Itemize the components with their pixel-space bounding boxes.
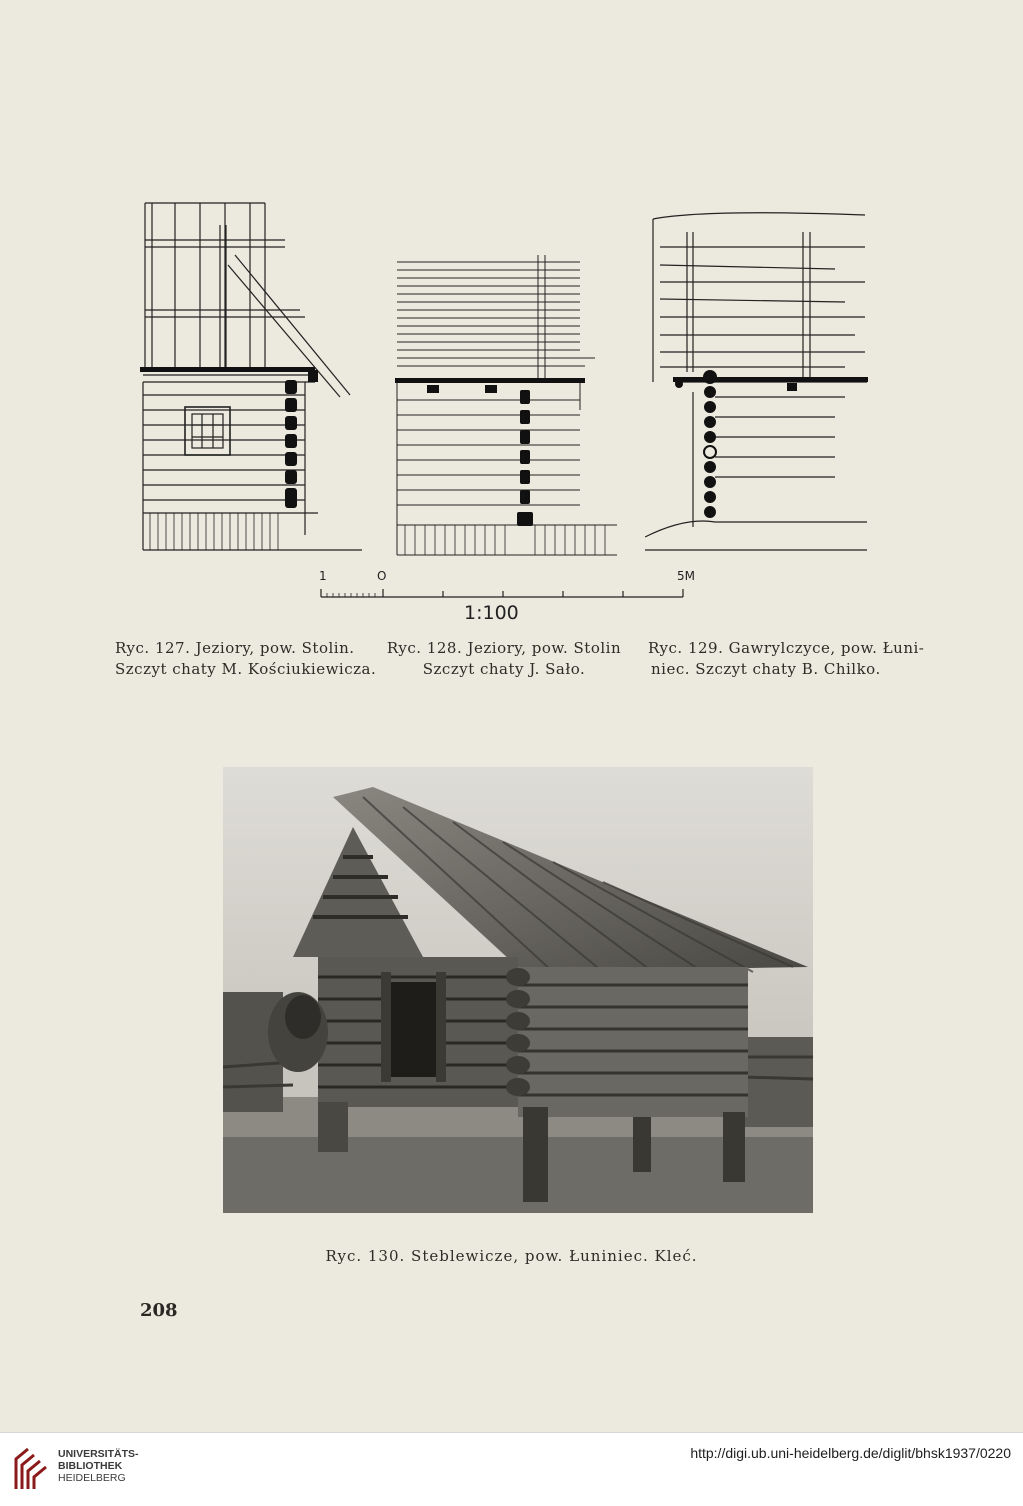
figure-128-caption xyxy=(384,638,624,680)
figure-128-caption-line1: Ryc. 128. Jeziory, pow. Stolin xyxy=(386,639,622,657)
figure-127-drawing xyxy=(140,195,370,557)
library-name-line3: HEIDELBERG xyxy=(58,1472,126,1484)
figure-129-drawing xyxy=(645,207,870,557)
library-name xyxy=(58,1448,139,1484)
figure-128-drawing xyxy=(395,250,620,558)
library-name-line2: BIBLIOTHEK xyxy=(58,1460,123,1472)
library-footer xyxy=(0,1432,1023,1506)
figure-128-caption-line2: Szczyt chaty J. Sało. xyxy=(422,660,586,678)
figure-129-caption-line1: Ryc. 129. Gawrylczyce, pow. Łuni- xyxy=(648,639,925,657)
figure-127-caption xyxy=(115,638,376,680)
permalink-url[interactable]: http://digi.ub.uni-heidelberg.de/diglit/bhsk1937/0220 xyxy=(690,1445,1011,1461)
figure-127-caption-line2: Szczyt chaty M. Kościukiewicza. xyxy=(115,660,377,678)
scale-label-start: 1 xyxy=(319,569,327,583)
scale-ratio: 1:100 xyxy=(464,602,519,624)
library-name-line1: UNIVERSITÄTS- xyxy=(58,1448,139,1460)
scale-bar xyxy=(318,585,688,601)
university-library-logo-icon xyxy=(12,1445,50,1493)
figure-130-photo xyxy=(223,767,813,1213)
figure-130-caption: Ryc. 130. Steblewicze, pow. Łuniniec. Kleć. xyxy=(325,1247,698,1265)
page-number: 208 xyxy=(140,1300,178,1321)
figure-127-caption-line1: Ryc. 127. Jeziory, pow. Stolin. xyxy=(115,639,355,657)
figure-129-caption xyxy=(648,638,924,680)
figure-129-caption-line2: niec. Szczyt chaty B. Chilko. xyxy=(651,660,881,678)
scale-label-end: 5M xyxy=(677,569,695,583)
scale-label-zero: O xyxy=(377,569,387,583)
